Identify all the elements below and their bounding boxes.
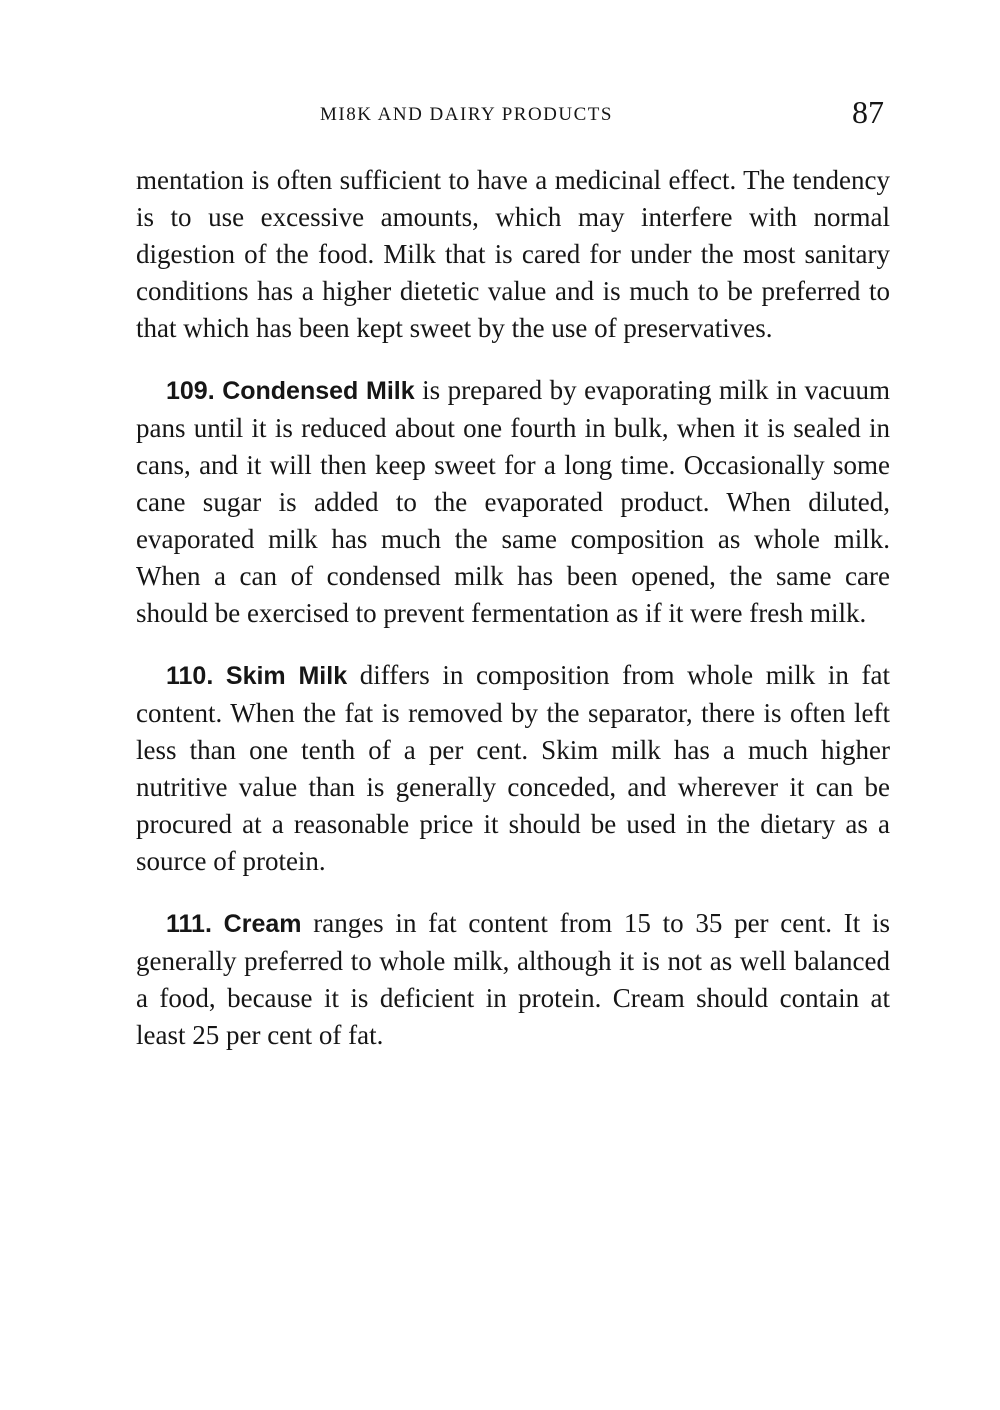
body-text: [136, 162, 890, 1079]
page-number: 87: [852, 94, 884, 130]
paragraph-continuation: mentation is often sufficient to have a medicinal effect. The tendency is to use excessive amounts, which may interfere with normal digestion of the food. Milk that is cared for under the most sanitary conditions has a higher dietetic value and is much to be preferred to that which has been kept sweet by the use of preservatives.: [136, 165, 890, 343]
section-111: [136, 905, 890, 1054]
section-title: Skim Milk: [225, 662, 348, 690]
section-number: 111.: [166, 910, 212, 938]
section-110: [136, 657, 890, 880]
running-head: MI8K AND DAIRY PRODUCTS: [320, 104, 613, 125]
section-text: differs in composition from whole milk in fat content. When the fat is removed by the separator, there is often left less than one tenth of a per cent. Skim milk has a much higher nutritive value than is generally conceded, and wherever it can be procured at a reasonable price it should be used in the dietary as a source of protein.: [136, 660, 890, 876]
section-text: ranges in fat content from 15 to 35 per cent. It is generally preferred to whole milk, although it is not as well balanced a food, because it is deficient in protein. Cream should contain at least 25 per cent of fat.: [136, 908, 890, 1050]
section-109: [136, 372, 890, 632]
section-text: is prepared by evaporating milk in vacuum pans until it is reduced about one fourth in bulk, when it is sealed in cans, and it will then keep sweet for a long time. Occasionally some cane sugar is added to the evaporated product. When diluted, evaporated milk has much the same composition as whole milk. When a can of condensed milk has been opened, the same care should be exercised to prevent fermentation as if it were fresh milk.: [136, 375, 891, 628]
section-number: 109.: [166, 377, 215, 405]
section-title: Cream: [223, 910, 302, 938]
section-number: 110.: [166, 662, 214, 690]
section-title: Condensed Milk: [222, 377, 415, 405]
